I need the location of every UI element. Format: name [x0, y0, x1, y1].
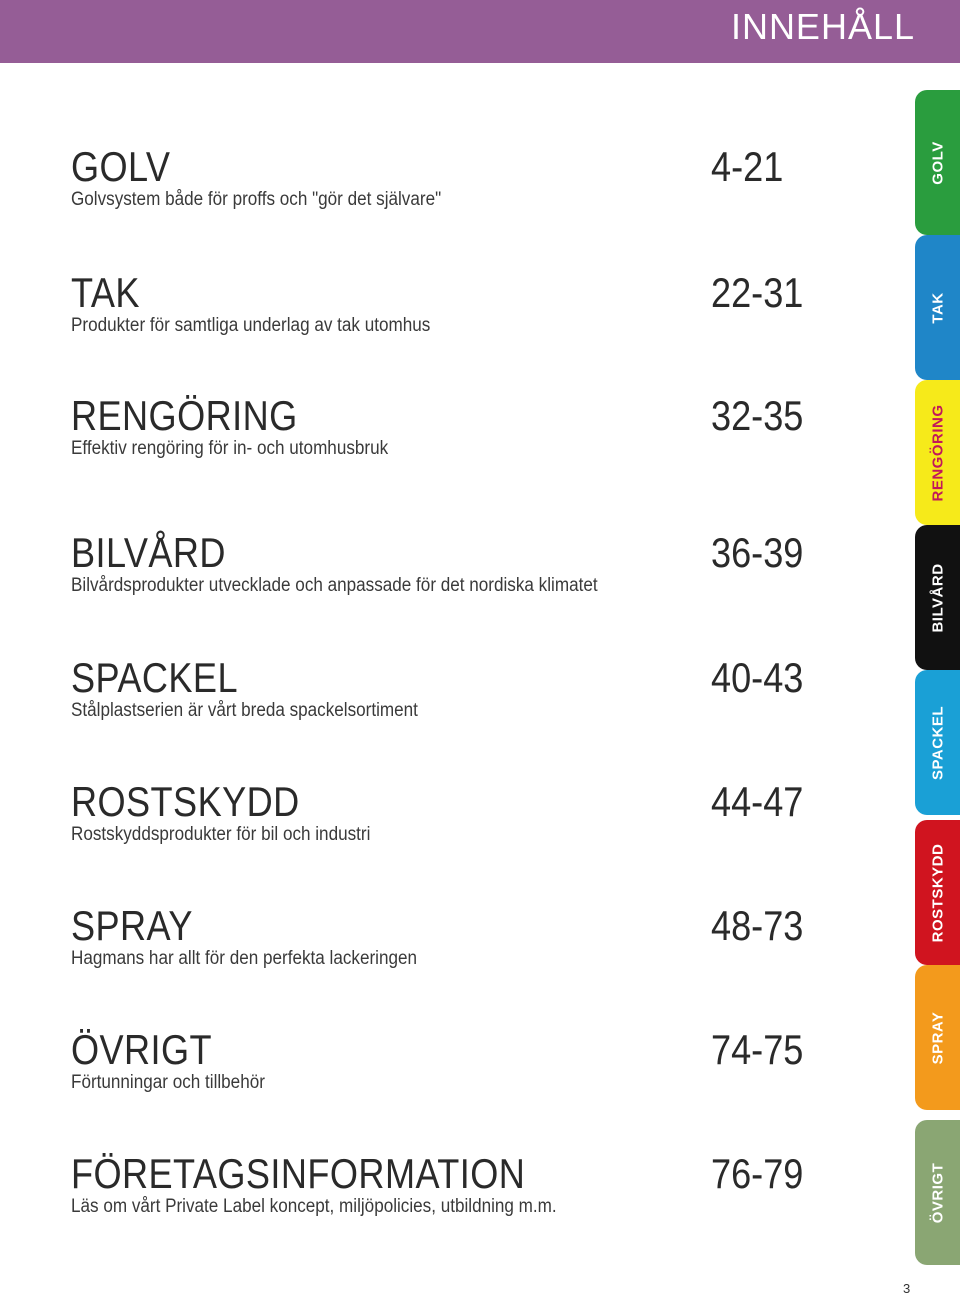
toc-entry-title: ÖVRIGT — [71, 1026, 213, 1073]
tab-ovrigt[interactable] — [915, 1120, 960, 1265]
page-number: 3 — [903, 1281, 911, 1296]
toc-entry-description: Läs om vårt Private Label koncept, miljöpolicies, utbildning m.m. — [71, 1196, 557, 1217]
toc-entry-title: FÖRETAGSINFORMATION — [71, 1150, 526, 1197]
toc-entry-pages: 48-73 — [711, 902, 804, 949]
tab-label: SPACKEL — [929, 705, 946, 780]
toc-entry-title: RENGÖRING — [71, 392, 298, 439]
section-tabs — [915, 90, 960, 1285]
toc-entry-title: TAK — [71, 269, 140, 316]
toc-entry-title: ROSTSKYDD — [71, 778, 300, 825]
toc-entry-pages: 4-21 — [711, 143, 784, 190]
toc-entry-description: Stålplastserien är vårt breda spackelsortiment — [71, 700, 418, 721]
tab-tak[interactable] — [915, 235, 960, 380]
toc-entry-description: Produkter för samtliga underlag av tak utomhus — [71, 315, 431, 336]
toc-entry-pages: 22-31 — [711, 269, 804, 316]
toc-entry-pages: 36-39 — [711, 529, 804, 576]
toc-entry-description: Förtunningar och tillbehör — [71, 1072, 265, 1093]
tab-bilvard[interactable] — [915, 525, 960, 670]
toc-entry-pages: 44-47 — [711, 778, 804, 825]
tab-spray[interactable] — [915, 965, 960, 1110]
toc-entry-pages: 76-79 — [711, 1150, 804, 1197]
toc-entry-title: GOLV — [71, 143, 171, 190]
tab-label: ROSTSKYDD — [929, 843, 946, 942]
tab-spackel[interactable] — [915, 670, 960, 815]
tab-label: RENGÖRING — [929, 403, 946, 502]
toc-entry-title: BILVÅRD — [71, 529, 226, 576]
toc-entry-description: Golvsystem både för proffs och "gör det självare" — [71, 189, 442, 210]
toc-entry-pages: 40-43 — [711, 654, 804, 701]
tab-label: BILVÅRD — [929, 562, 946, 633]
toc-entry-description: Effektiv rengöring för in- och utomhusbruk — [71, 438, 389, 459]
tab-label: TAK — [929, 291, 946, 324]
tab-label: SPRAY — [929, 1011, 946, 1064]
toc-entry-pages: 32-35 — [711, 392, 804, 439]
toc-entry-description: Bilvårdsprodukter utvecklade och anpassade för det nordiska klimatet — [71, 575, 598, 596]
tab-golv[interactable] — [915, 90, 960, 235]
tab-rostskydd[interactable] — [915, 820, 960, 965]
toc-entry-description: Rostskyddsprodukter för bil och industri — [71, 824, 371, 845]
toc-entry-title: SPACKEL — [71, 654, 238, 701]
toc-entry-title: SPRAY — [71, 902, 193, 949]
tab-label: ÖVRIGT — [929, 1162, 946, 1223]
toc-entry-description: Hagmans har allt för den perfekta lackeringen — [71, 948, 417, 969]
toc-entry-pages: 74-75 — [711, 1026, 804, 1073]
tab-label: GOLV — [929, 140, 946, 185]
tab-rengoring[interactable] — [915, 380, 960, 525]
page-title: INNEHÅLL — [730, 6, 915, 47]
